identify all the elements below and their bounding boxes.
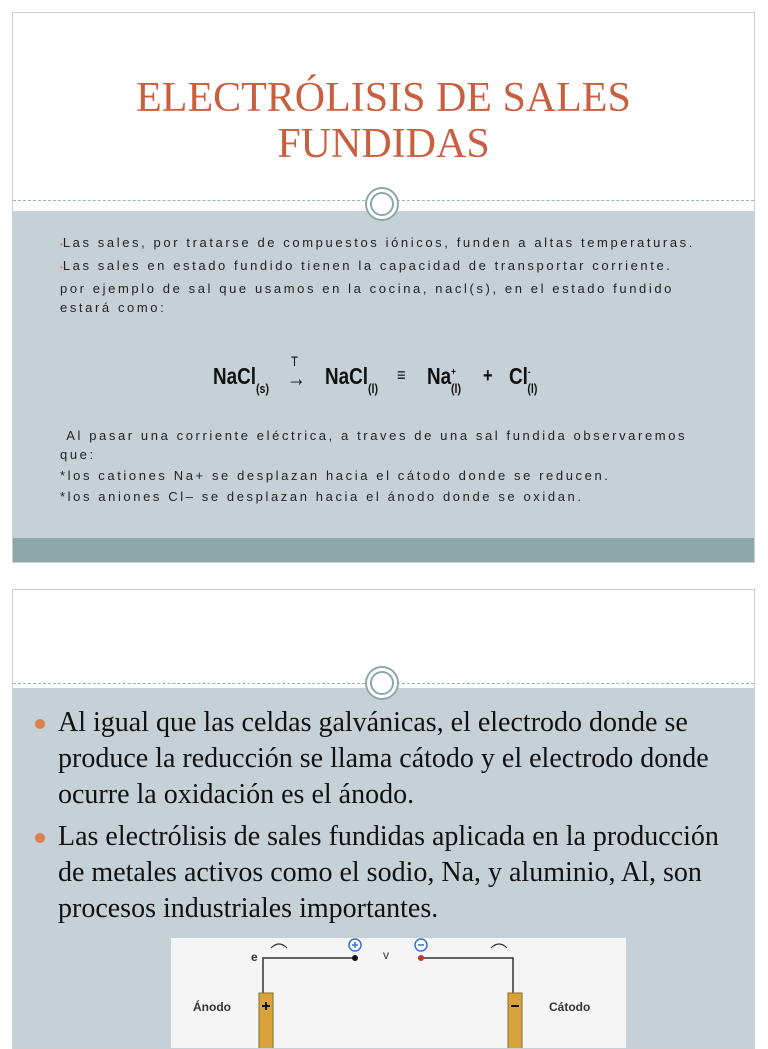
equation-equiv: ≡ [397,365,406,385]
voltage-label: v [383,948,389,962]
equation-anion: $Cl^-_{(l)}$ [509,363,538,396]
title-line-1: ELECTRÓLISIS DE SALES [136,75,631,121]
bullet-item: Las electrólisis de sales fundidas aplicada en la producción de metales activos como el sodio, Na, y aluminio, Al, son procesos industriales importantes. [35,819,747,927]
slide-1-body-2 [60,426,720,506]
paragraph-2: •Las sales en estado fundido tienen la capacidad de transportar corriente. [60,258,673,273]
slide-1-footer-bar [13,538,754,563]
bullet-icon: • [60,263,63,272]
slide-1-title [13,75,754,167]
electron-label: e [251,950,258,964]
paragraph-3: por ejemplo de sal que usamos en la cocina, nacl(s), en el estado fundido estará como: [60,281,675,315]
equation-arrow: → [287,365,306,391]
paragraph-5: *los cationes Na+ se desplazan hacia el cátodo donde se reducen. [60,468,611,483]
anode-label: Ánodo [193,1000,231,1014]
equation-reactant: NaCl$_{(s)}$ [213,363,270,396]
title-line-2: FUNDIDAS [277,121,490,167]
paragraph-1: •Las sales, por tratarse de compuestos iónicos, funden a altas temperaturas. [60,235,695,250]
equation-cation: $Na^+_{(l)}$ [427,363,462,396]
equation-product: NaCl$_{(l)}$ [325,363,379,396]
equation-arrow-label: T [291,353,299,369]
slide-1-content [13,211,754,538]
cathode-label: Cátodo [549,1000,591,1014]
slide-2-bullets [35,705,747,933]
bullet-icon: • [60,240,63,249]
paragraph-4: Al pasar una corriente eléctrica, a traves de una sal fundida observaremos que: [60,428,694,462]
divider-ring-icon [365,666,399,700]
slide-2-content [13,688,754,1049]
slide-1-title-area [13,13,754,203]
bullet-item: Al igual que las celdas galvánicas, el electrodo donde se produce la reducción se llama cátodo y el electrodo donde ocurre la oxidación es el ánodo. [35,705,747,813]
bullet-dot-icon [35,833,45,843]
electrolysis-cell-icon [171,938,626,1049]
slide-1-body [60,233,720,317]
slide-1 [12,12,755,563]
electrolysis-diagram [171,938,626,1049]
equation-plus: + [483,365,493,387]
slide-2 [12,589,755,1049]
divider-ring-icon [365,187,399,221]
bullet-dot-icon [35,719,45,729]
dissociation-equation [213,353,553,401]
paragraph-6: *los aniones Cl– se desplazan hacia el ánodo donde se oxidan. [60,489,584,504]
